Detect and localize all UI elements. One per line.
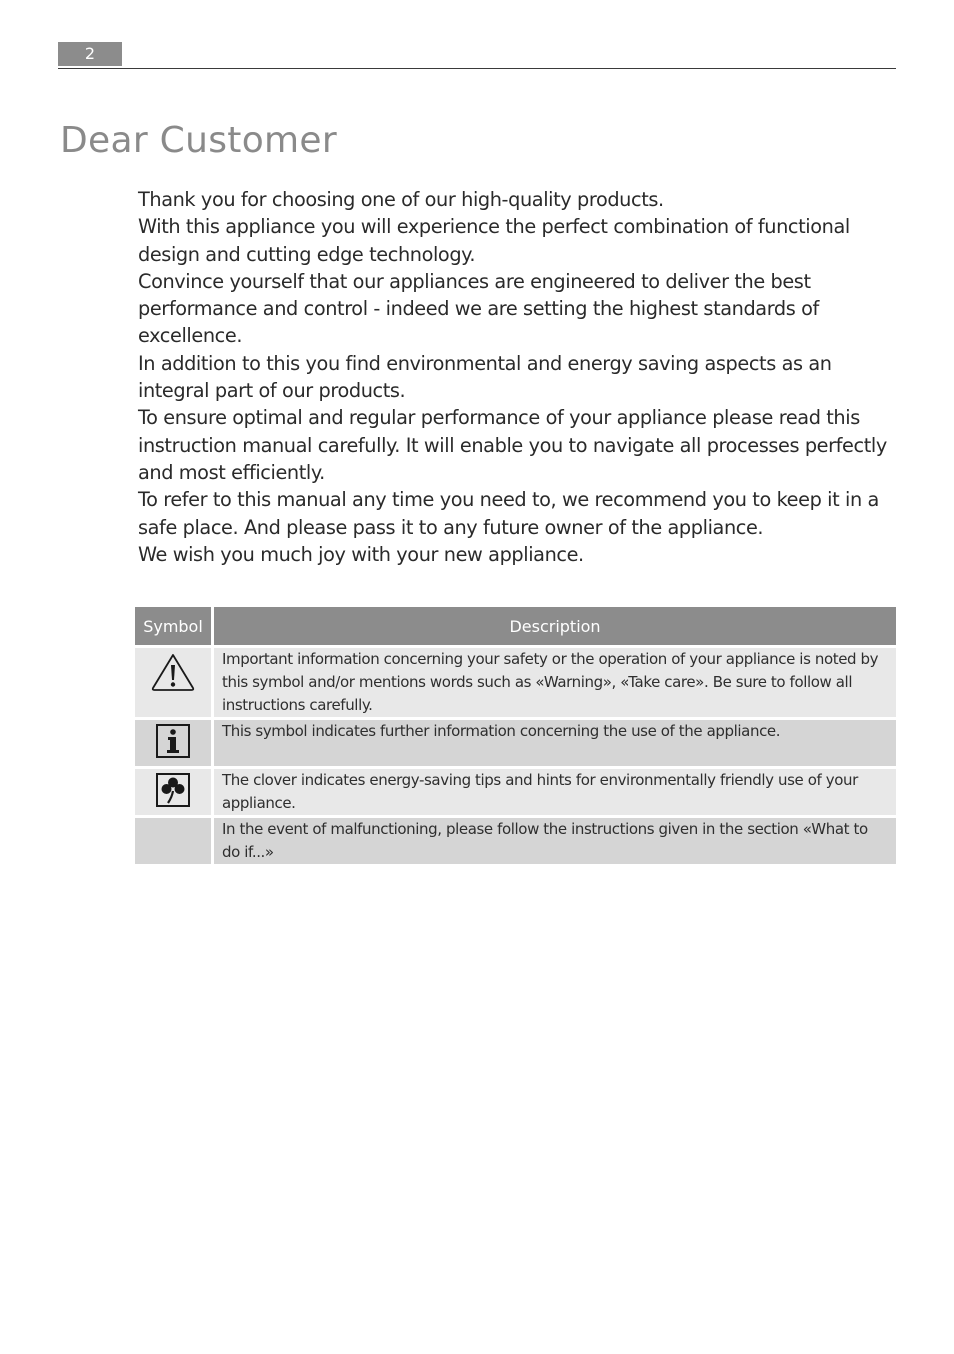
intro-paragraph: We wish you much joy with your new appliance. [138,542,584,566]
header-description: Description [214,607,896,648]
intro-paragraph: In addition to this you find environmental and energy saving aspects as an integral part of our products. [138,351,832,403]
table-header-row [135,607,896,648]
description-cell: Important information concerning your safety or the operation of your appliance is noted by this symbol and/or mentions words such as «Warning», «Take care». Be sure to follow all instructions carefully. [214,648,896,720]
symbol-table [135,607,896,864]
description-cell: In the event of malfunctioning, please follow the instructions given in the section «What to do if...» [214,818,896,864]
clover-icon [156,773,190,814]
intro-paragraph: With this appliance you will experience the perfect combination of functional design and cutting edge technology. [138,215,850,266]
intro-paragraph: Convince yourself that our appliances are engineered to deliver the best performance and control - indeed we are setting the highest standards of excellence. [138,269,819,348]
intro-paragraph: To ensure optimal and regular performance of your appliance please read this instruction manual carefully. It will enable you to navigate all processes perfectly and most efficiently. [138,406,887,484]
description-cell: This symbol indicates further information concerning the use of the appliance. [214,720,896,769]
page-number: 2 [58,42,122,66]
warning-triangle-icon [150,652,196,699]
symbol-cell [135,648,214,720]
table-row [135,818,896,864]
symbol-cell [135,818,214,864]
table-row [135,769,896,818]
intro-text [138,186,898,568]
symbol-cell [135,720,214,769]
info-icon [156,724,190,765]
table-row [135,648,896,720]
intro-paragraph: Thank you for choosing one of our high-quality products. [138,188,664,211]
table-row [135,720,896,769]
header-symbol: Symbol [135,607,214,648]
header-rule [58,68,896,69]
intro-paragraph: To refer to this manual any time you need to, we recommend you to keep it in a safe place. And please pass it to any future owner of the appliance. [138,488,879,539]
symbol-cell [135,769,214,818]
page-title: Dear Customer [60,120,337,161]
description-cell: The clover indicates energy-saving tips and hints for environmentally friendly use of your appliance. [214,769,896,818]
